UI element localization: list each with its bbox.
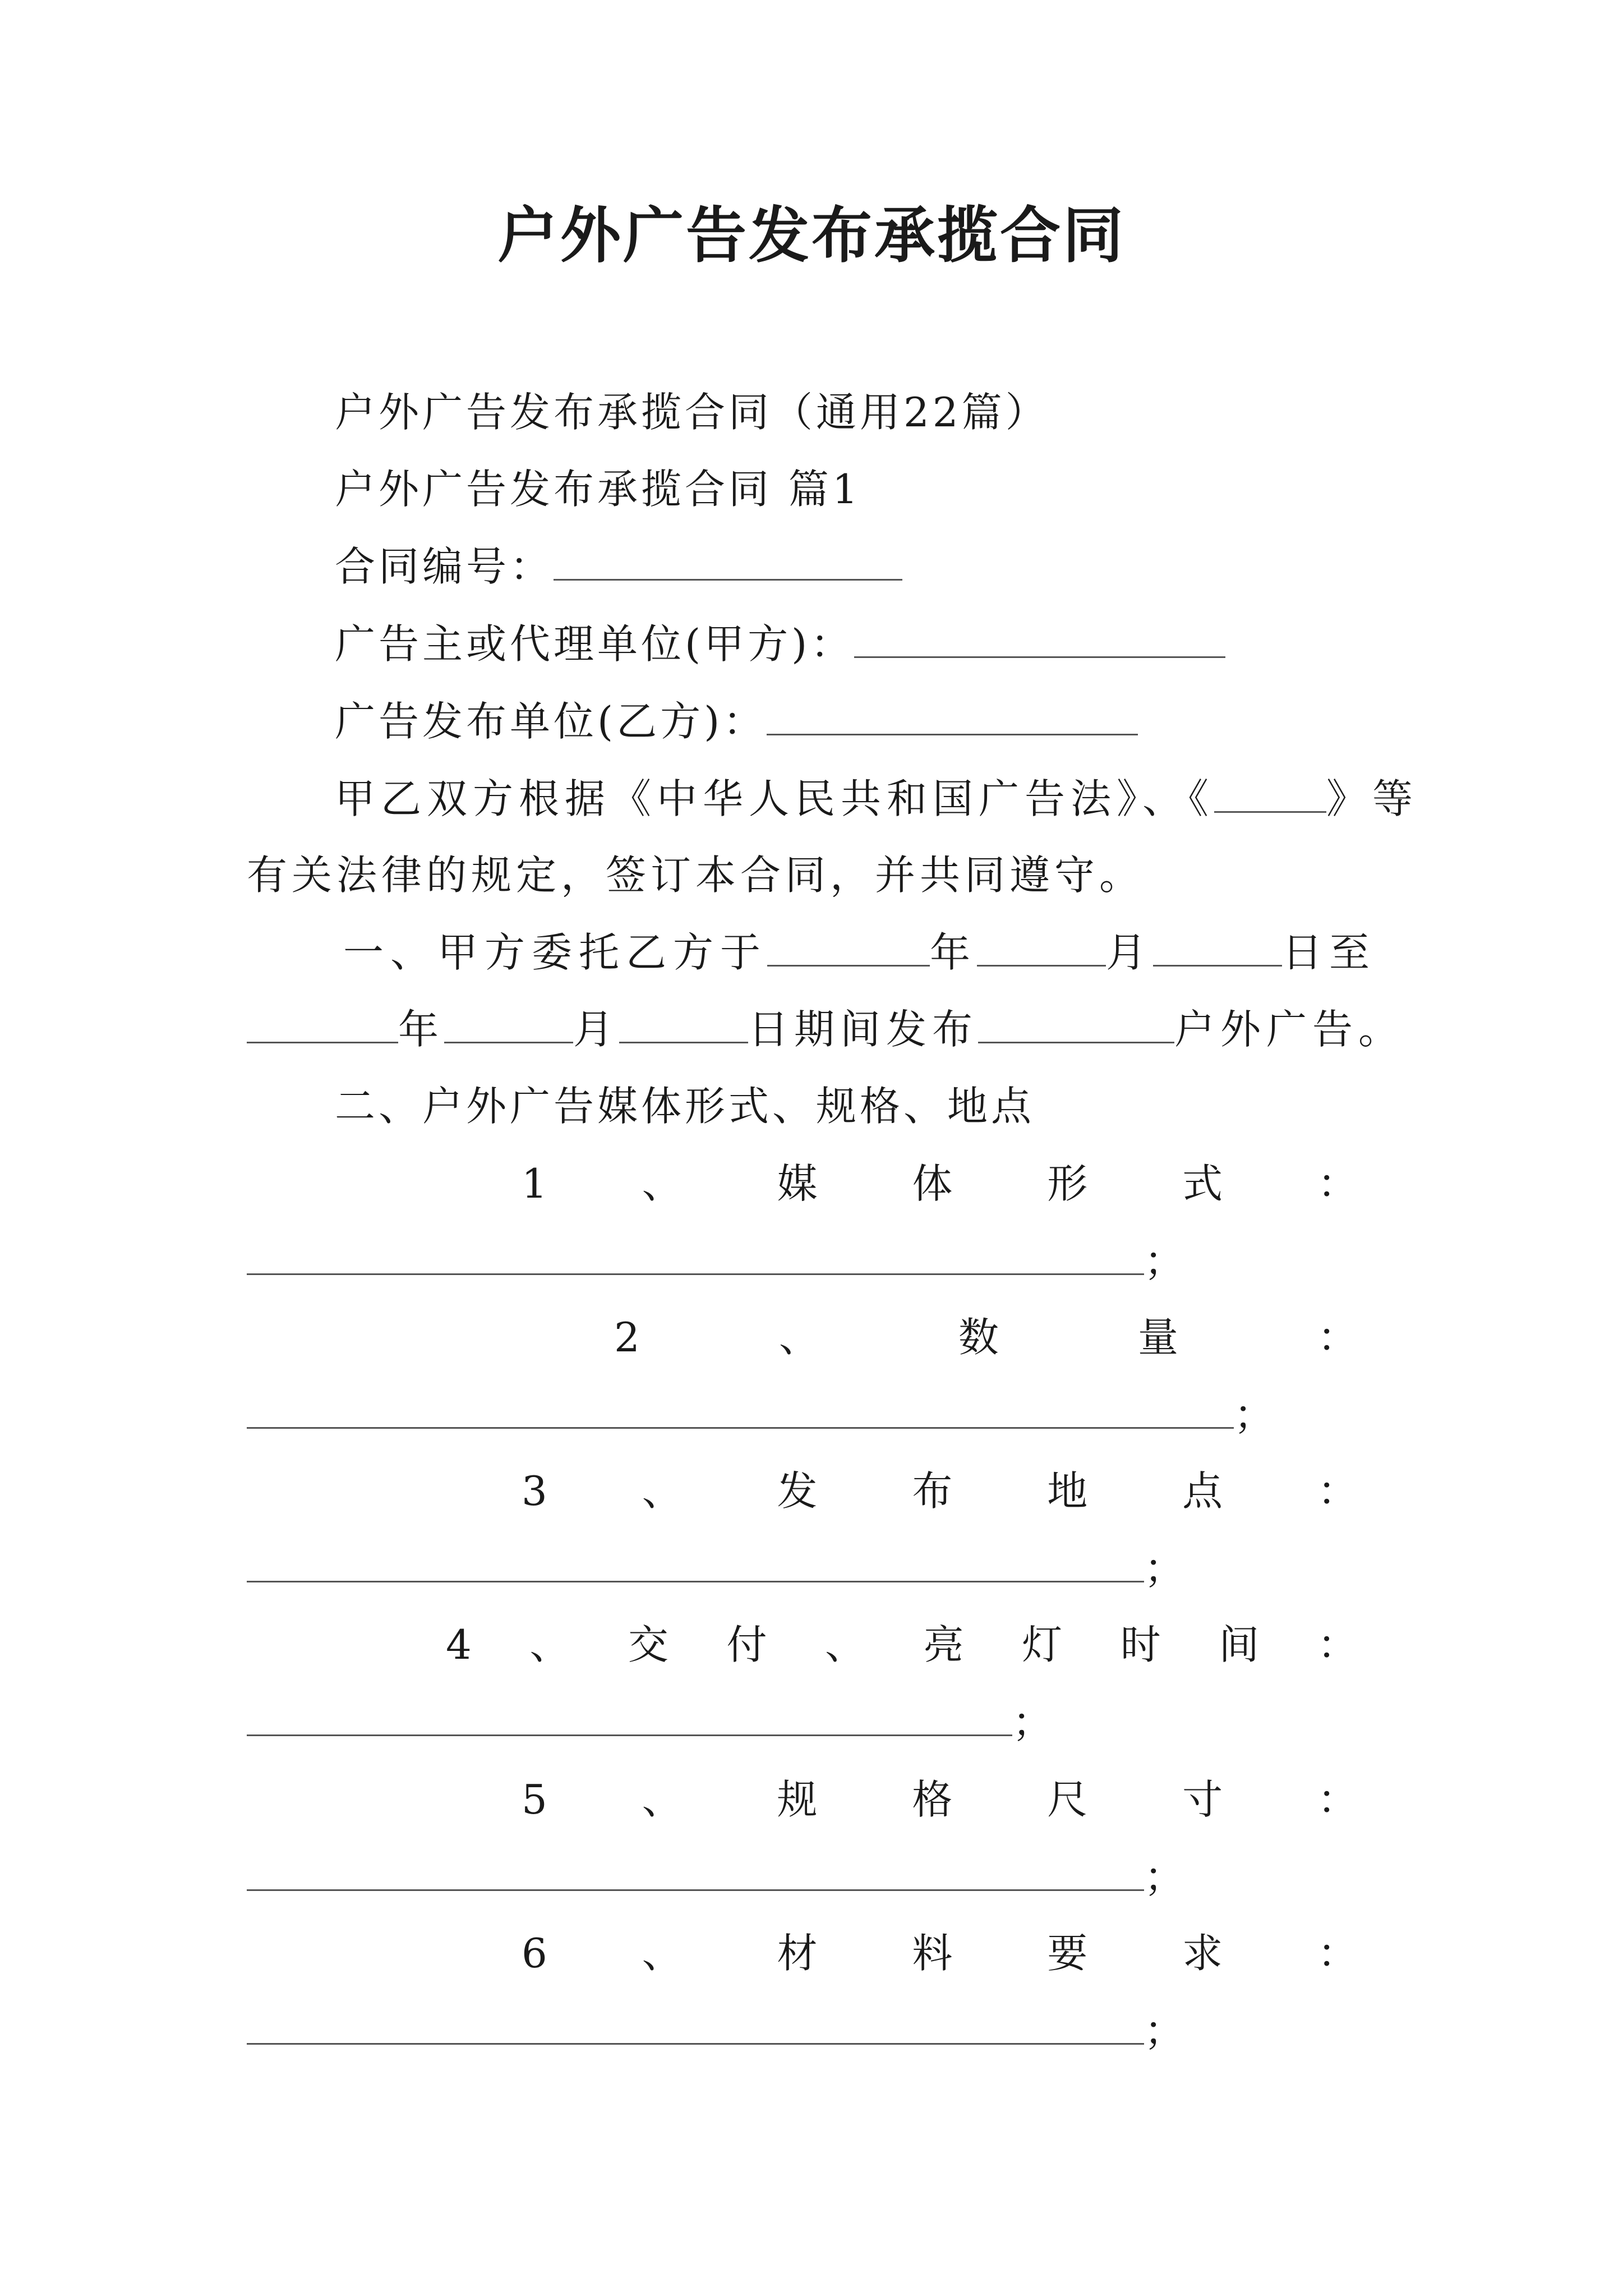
item-1-token: 体 bbox=[912, 1160, 953, 1207]
clause-1-line-2 bbox=[247, 1001, 1404, 1057]
start-month-blank[interactable] bbox=[977, 930, 1106, 967]
item-6-blank[interactable] bbox=[247, 2008, 1144, 2045]
start-day-blank[interactable] bbox=[1153, 930, 1282, 967]
item-1-token: ： bbox=[1317, 1160, 1358, 1207]
item-4-token: 、 bbox=[825, 1621, 866, 1668]
item-6-token: ： bbox=[1317, 1930, 1358, 1977]
item-1-token: 、 bbox=[642, 1160, 683, 1207]
item-4-end: ； bbox=[1012, 1699, 1053, 1746]
item-3-token: 地 bbox=[1047, 1467, 1088, 1515]
item-5-token: 、 bbox=[642, 1776, 683, 1823]
item-5-token: 5 bbox=[522, 1776, 547, 1823]
intro-text-1: 甲乙双方根据《中华人民共和国广告法》、《 bbox=[335, 775, 1215, 822]
item-5-token: 寸 bbox=[1182, 1776, 1223, 1823]
item-4-token: 4 bbox=[446, 1621, 472, 1668]
item-5-token: ： bbox=[1317, 1776, 1358, 1823]
law-name-blank[interactable] bbox=[1214, 776, 1326, 813]
item-1-token: 式 bbox=[1182, 1160, 1223, 1207]
item-3-token: 点 bbox=[1182, 1467, 1223, 1515]
item-1-token: 形 bbox=[1047, 1160, 1088, 1207]
item-1-end: ； bbox=[1144, 1237, 1185, 1285]
intro-line-2: 有关法律的规定，签订本合同，并共同遵守。 bbox=[247, 852, 1145, 899]
contract-number-row bbox=[335, 539, 902, 595]
period-label: 日期间发布 bbox=[748, 1006, 979, 1053]
party-b-label: 广告发布单位(乙方)： bbox=[335, 698, 767, 745]
item-3-token: ： bbox=[1317, 1467, 1358, 1515]
item-4-token: 亮 bbox=[923, 1621, 964, 1668]
day-to-label: 日至 bbox=[1282, 929, 1377, 976]
item-6-label bbox=[522, 1925, 1358, 1981]
contract-number-blank[interactable] bbox=[554, 544, 902, 581]
item-4-token: ： bbox=[1317, 1621, 1358, 1668]
party-a-label: 广告主或代理单位(甲方)： bbox=[335, 620, 855, 668]
subtitle: 户外广告发布承揽合同（通用22篇） bbox=[335, 389, 1049, 436]
clause-1-text: 一、甲方委托乙方于 bbox=[343, 929, 768, 976]
year-label: 年 bbox=[930, 929, 978, 976]
item-2-token: 数 bbox=[958, 1314, 999, 1361]
item-5-label bbox=[522, 1772, 1358, 1828]
item-3-token: 3 bbox=[522, 1467, 547, 1515]
end-month-blank[interactable] bbox=[444, 1007, 573, 1043]
item-3-token: 布 bbox=[912, 1467, 953, 1515]
item-1-label bbox=[522, 1156, 1358, 1212]
item-5-token: 格 bbox=[912, 1776, 953, 1823]
item-3-token: 发 bbox=[777, 1467, 818, 1515]
item-2-token: ： bbox=[1317, 1314, 1358, 1361]
month-label-2: 月 bbox=[573, 1006, 620, 1053]
item-1-token: 1 bbox=[522, 1160, 547, 1207]
item-2-token: 量 bbox=[1137, 1314, 1178, 1361]
item-3-fill-row bbox=[247, 1540, 1184, 1596]
item-2-label bbox=[614, 1309, 1358, 1365]
item-6-token: 要 bbox=[1047, 1930, 1088, 1977]
item-6-token: 料 bbox=[912, 1930, 953, 1977]
item-5-token: 尺 bbox=[1047, 1776, 1088, 1823]
party-a-blank[interactable] bbox=[854, 622, 1225, 658]
intro-line-1 bbox=[335, 771, 1418, 827]
item-6-token: 6 bbox=[522, 1930, 547, 1977]
item-3-token: 、 bbox=[642, 1467, 683, 1515]
clause-1-line-1 bbox=[343, 924, 1376, 981]
item-2-blank[interactable] bbox=[247, 1392, 1234, 1429]
clause-2-heading: 二、户外广告媒体形式、规格、地点 bbox=[335, 1083, 1035, 1130]
item-6-fill-row bbox=[247, 2003, 1184, 2059]
item-2-token: 2 bbox=[614, 1314, 640, 1361]
item-4-token: 、 bbox=[529, 1621, 570, 1668]
party-b-row bbox=[335, 693, 1138, 749]
party-a-row bbox=[335, 616, 1225, 672]
item-1-token: 媒 bbox=[777, 1160, 818, 1207]
month-label: 月 bbox=[1106, 929, 1154, 976]
party-b-blank[interactable] bbox=[767, 699, 1138, 735]
item-5-end: ； bbox=[1144, 1853, 1185, 1901]
intro-text-2: 》等 bbox=[1326, 775, 1419, 822]
item-5-token: 规 bbox=[777, 1776, 818, 1823]
item-2-end: ； bbox=[1234, 1391, 1275, 1438]
item-4-token: 灯 bbox=[1022, 1621, 1063, 1668]
item-6-token: 材 bbox=[777, 1930, 818, 1977]
item-1-fill-row bbox=[247, 1233, 1184, 1289]
ad-content-blank[interactable] bbox=[978, 1007, 1174, 1043]
item-4-token: 付 bbox=[726, 1621, 767, 1668]
end-day-blank[interactable] bbox=[619, 1007, 748, 1043]
item-4-token: 时 bbox=[1120, 1621, 1161, 1668]
year-label-2: 年 bbox=[398, 1006, 445, 1053]
contract-number-label: 合同编号： bbox=[335, 543, 554, 590]
item-3-label bbox=[522, 1463, 1358, 1519]
end-year-blank[interactable] bbox=[247, 1007, 398, 1043]
item-4-label bbox=[446, 1617, 1358, 1673]
item-5-fill-row bbox=[247, 1849, 1184, 1905]
item-4-blank[interactable] bbox=[247, 1700, 1012, 1736]
item-4-token: 间 bbox=[1219, 1621, 1260, 1668]
item-2-token: 、 bbox=[778, 1314, 819, 1361]
item-5-blank[interactable] bbox=[247, 1855, 1144, 1891]
item-3-end: ； bbox=[1144, 1545, 1185, 1592]
item-1-blank[interactable] bbox=[247, 1239, 1144, 1275]
item-6-token: 求 bbox=[1182, 1930, 1223, 1977]
section-heading: 户外广告发布承揽合同 篇1 bbox=[335, 466, 861, 513]
item-6-end: ； bbox=[1144, 2007, 1185, 2054]
item-2-fill-row bbox=[247, 1387, 1274, 1443]
item-4-fill-row bbox=[247, 1694, 1053, 1750]
start-year-blank[interactable] bbox=[767, 930, 930, 967]
page-title: 户外广告发布承揽合同 bbox=[497, 200, 1126, 271]
item-4-token: 交 bbox=[628, 1621, 668, 1668]
clause-1-end: 户外广告。 bbox=[1174, 1006, 1405, 1053]
item-3-blank[interactable] bbox=[247, 1546, 1144, 1582]
item-6-token: 、 bbox=[642, 1930, 683, 1977]
